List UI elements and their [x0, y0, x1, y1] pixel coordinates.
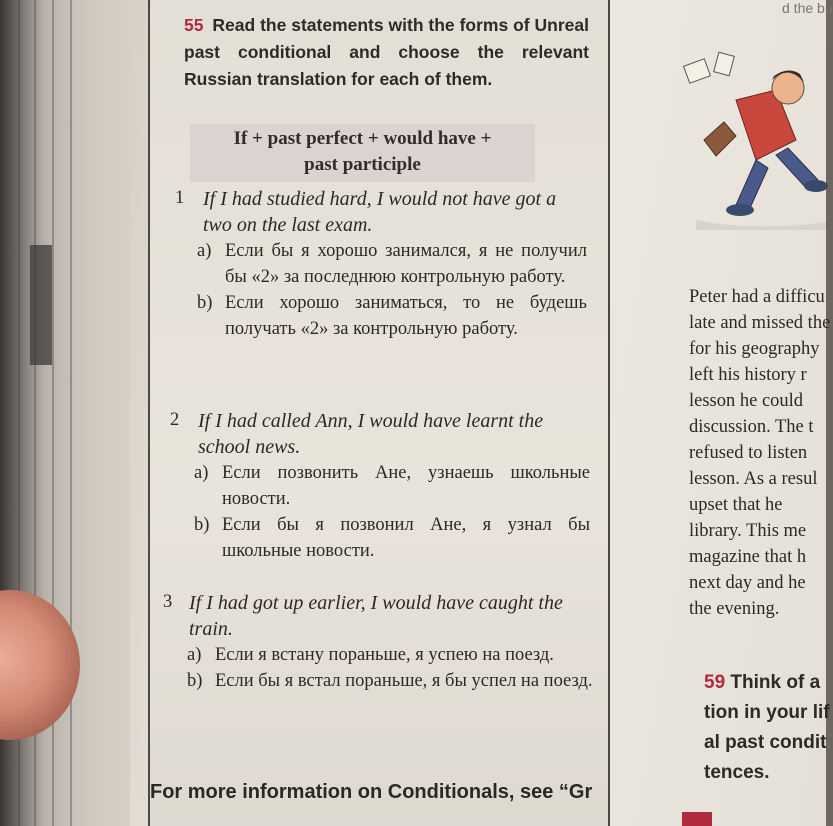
reading-line: magazine that h: [689, 547, 807, 567]
exercise-item-2: [170, 408, 590, 564]
reading-line: lesson. As a resul: [689, 469, 818, 489]
option-letter: b): [197, 293, 213, 313]
option-a: [187, 642, 593, 668]
exercise-59-line-4: tences.: [704, 762, 770, 783]
exercise-item-1: [175, 186, 587, 342]
exercise-59-text: Think of a: [730, 672, 821, 693]
flying-paper: [714, 52, 735, 75]
option-text: Если я встану пораньше, я успею на поезд.: [215, 645, 554, 665]
corner-text: d the bu: [782, 0, 833, 16]
running-boy-illustration: [676, 40, 826, 230]
reading-line: lesson he could: [689, 391, 804, 411]
ground-shadow: [696, 220, 826, 230]
option-text: Если бы я позвонил Ане, я узнал бы школьные новости.: [222, 515, 590, 561]
boy-leg: [736, 160, 768, 208]
exercise-59-line-3: al past condit: [704, 732, 827, 753]
reading-line: late and missed the: [689, 313, 831, 333]
option-text: Если бы я встал пораньше, я бы успел на поезд.: [215, 671, 593, 691]
item-number: 3: [163, 592, 173, 612]
option-b: [197, 290, 587, 342]
footer-reference: For more information on Conditionals, see “Gr: [150, 781, 593, 803]
boy-shoe: [804, 180, 828, 192]
english-sentence: If I had called Ann, I would have learnt the school news.: [198, 410, 544, 458]
reading-line: discussion. The t: [689, 417, 814, 437]
exercise-number: 55: [184, 15, 204, 35]
option-letter: b): [187, 671, 203, 691]
boy-shoe: [726, 204, 754, 216]
grammar-formula: [190, 124, 535, 182]
exercise-55-instruction: [184, 12, 589, 93]
reading-line: the evening.: [689, 599, 780, 619]
reading-line: for his geography: [689, 339, 820, 359]
formula-line-1: If + past perfect + would have +: [233, 128, 492, 149]
reading-line: left his history r: [689, 365, 807, 385]
option-text: Если хорошо заниматься, то не будешь получать «2» за контрольную работу.: [225, 293, 587, 339]
flying-paper: [684, 59, 711, 83]
option-letter: a): [197, 241, 212, 261]
option-b: [187, 668, 593, 694]
option-a: [197, 238, 587, 290]
page-footer-bar: [682, 812, 712, 826]
reading-line: upset that he: [689, 495, 783, 515]
option-a: [194, 460, 590, 512]
exercise-item-3: [163, 590, 593, 694]
instruction-text: Read the statements with the forms of Unreal past conditional and choose the relevant Russian translation for each of them.: [184, 15, 589, 89]
reading-line: Peter had a difficu: [689, 287, 825, 307]
school-bag: [704, 122, 736, 156]
exercise-59-line-2: tion in your lif: [704, 702, 830, 723]
option-letter: b): [194, 515, 210, 535]
reading-line: library. This me: [689, 521, 807, 541]
item-number: 1: [175, 188, 185, 208]
english-sentence: If I had got up earlier, I would have caught the train.: [189, 592, 563, 640]
exercise-59: [704, 668, 830, 788]
option-b: [194, 512, 590, 564]
option-text: Если позвонить Ане, узнаешь школьные новости.: [222, 463, 590, 509]
reading-line: next day and he: [689, 573, 806, 593]
reading-text: [689, 284, 831, 622]
page-edge-shadow: [30, 245, 52, 365]
reading-line: refused to listen: [689, 443, 808, 463]
english-sentence: If I had studied hard, I would not have got a two on the last exam.: [203, 188, 557, 236]
exercise-number: 59: [704, 672, 726, 693]
option-letter: a): [187, 645, 202, 665]
option-text: Если бы я хорошо занимался, я не получил бы «2» за последнюю контрольную работу.: [225, 241, 587, 287]
item-number: 2: [170, 410, 180, 430]
formula-line-2: past participle: [304, 154, 421, 175]
exercise-59-line-1: [704, 668, 826, 698]
option-letter: a): [194, 463, 209, 483]
